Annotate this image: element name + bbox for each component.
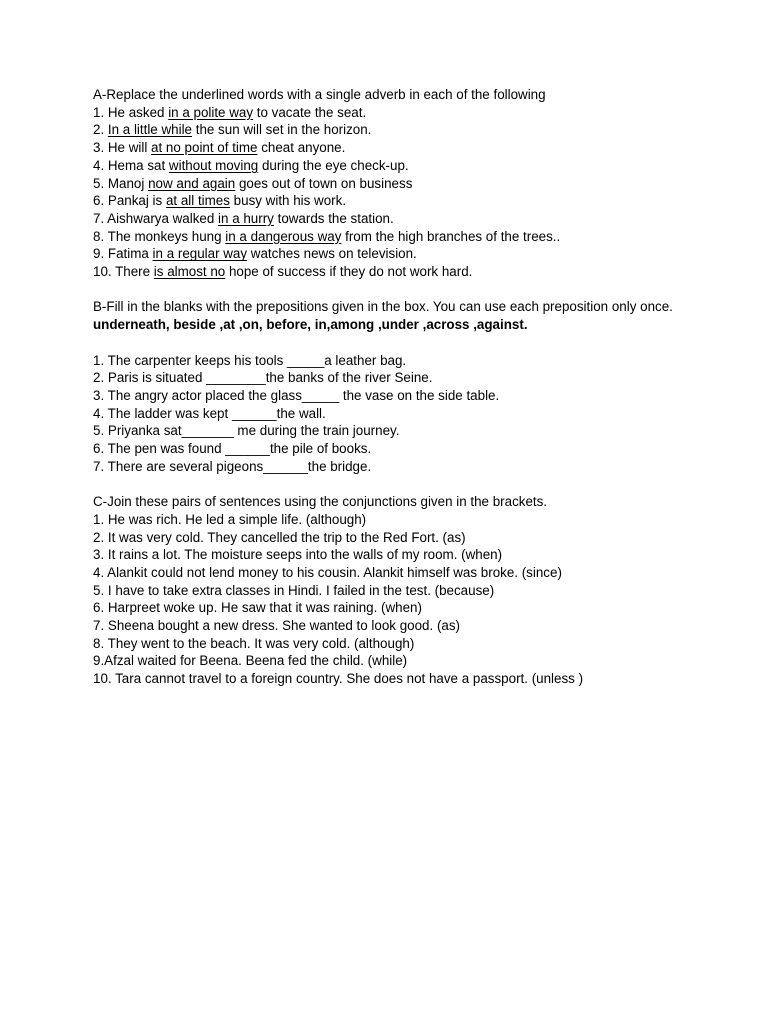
section-c-item: 2. It was very cold. They cancelled the trip to the Red Fort. (as) [93,529,466,545]
item-text: 1. He asked [93,104,169,120]
item-text: 2. [93,122,108,138]
item-text: to vacate the seat. [253,104,367,120]
item-text: from the high branches of the trees.. [341,228,561,244]
section-b-item: 2. Paris is situated ________the banks of the river Seine. [93,370,433,386]
section-c-item: 1. He was rich. He led a simple life. (although) [93,511,367,527]
section-a-heading: A-Replace the underlined words with a single adverb in each of the following [93,87,546,102]
spacer [93,475,743,493]
section-b-item: 7. There are several pigeons______the bridge. [93,458,372,474]
section-c-item: 6. Harpreet woke up. He saw that it was raining. (when) [93,600,422,616]
worksheet-document [93,86,743,688]
section-b-item: 3. The angry actor placed the glass_____ the vase on the side table. [93,387,500,403]
section-a-item [93,245,743,263]
section-a-item [93,192,743,210]
section-c-item: 7. Sheena bought a new dress. She wanted to look good. (as) [93,618,461,634]
item-text: cheat anyone. [257,140,346,156]
underlined-phrase: now and again [148,175,236,191]
section-b-item: 6. The pen was found ______the pile of books. [93,441,372,457]
spacer [93,281,743,299]
item-text: 3. He will [93,140,152,156]
section-a-item [93,175,743,193]
section-c-item: 10. Tara cannot travel to a foreign country. She does not have a passport. (unless ) [93,671,584,687]
section-a-item [93,139,743,157]
section-a-item [93,210,743,228]
section-c-item: 9.Afzal waited for Beena. Beena fed the child. (while) [93,653,408,669]
underlined-phrase: In a little while [107,122,192,138]
section-a-item [93,263,743,281]
item-text: 10. There [93,264,154,280]
underlined-phrase: at all times [165,193,230,209]
spacer [93,334,743,352]
underlined-phrase: in a regular way [152,246,248,262]
item-text: 6. Pankaj is [93,193,166,209]
item-text: 5. Manoj [93,175,149,191]
underlined-phrase: in a dangerous way [225,228,342,244]
section-c-heading: C-Join these pairs of sentences using the conjunctions given in the brackets. [93,494,548,510]
item-text: 7. Aishwarya walked [93,210,219,226]
item-text: during the eye check-up. [258,157,409,173]
item-text: 9. Fatima [93,246,153,262]
section-a-item [93,121,743,139]
item-text: hope of success if they do not work hard. [225,264,473,280]
section-c-item: 3. It rains a lot. The moisture seeps into the walls of my room. (when) [93,547,503,563]
section-a-item [93,157,743,175]
section-a-item [93,104,743,122]
underlined-phrase: is almost no [153,264,226,280]
section-a-item [93,228,743,246]
section-b-heading: B-Fill in the blanks with the prepositions given in the box. You can use each preposition only once. [93,299,673,315]
preposition-box: underneath, beside ,at ,on, before, in,among ,under ,across ,against. [93,317,528,333]
section-b-item: 1. The carpenter keeps his tools _____a leather bag. [93,352,407,368]
item-text: goes out of town on business [235,175,413,191]
section-c-item: 4. Alankit could not lend money to his cousin. Alankit himself was broke. (since) [93,564,562,580]
section-c-item: 5. I have to take extra classes in Hindi. I failed in the test. (because) [93,582,495,598]
section-c-list [93,511,743,688]
section-c-item: 8. They went to the beach. It was very cold. (although) [93,635,415,651]
underlined-phrase: in a polite way [168,104,254,120]
underlined-phrase: in a hurry [218,210,274,226]
item-text: 8. The monkeys hung [93,228,226,244]
underlined-phrase: without moving [168,157,259,173]
item-text: busy with his work. [229,193,347,209]
underlined-phrase: at no point of time [151,140,258,156]
section-b-list [93,352,743,476]
item-text: watches news on television. [247,246,417,262]
item-text: towards the station. [273,210,394,226]
section-a-list [93,104,743,281]
item-text: the sun will set in the horizon. [192,122,372,138]
section-b-item: 4. The ladder was kept ______the wall. [93,405,326,421]
item-text: 4. Hema sat [93,157,169,173]
section-b-item: 5. Priyanka sat_______ me during the train journey. [93,423,400,439]
